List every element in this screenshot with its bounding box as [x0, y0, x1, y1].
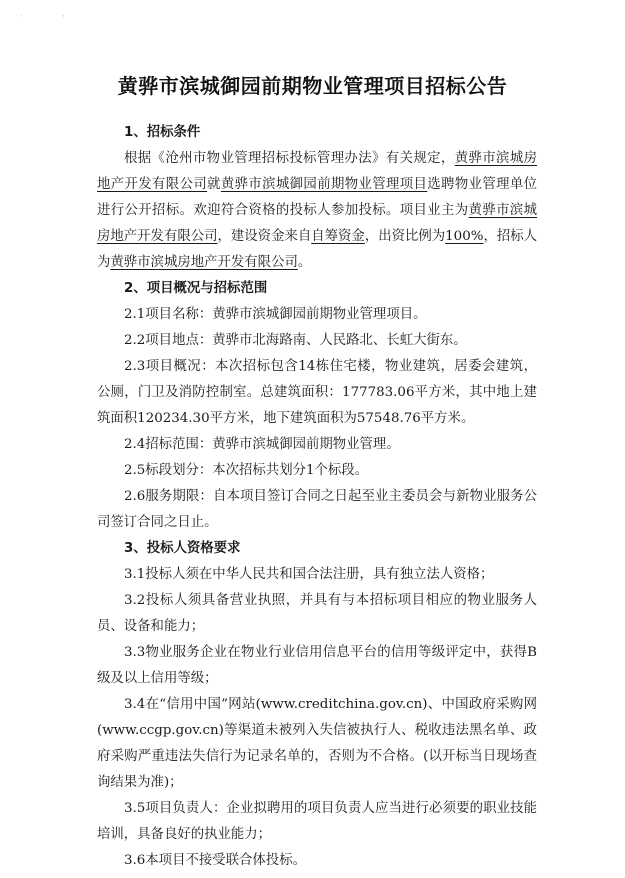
section-heading-conditions: 1、招标条件: [124, 125, 201, 140]
underlined-funding-ratio: 100%: [445, 229, 484, 244]
item-3-6: 3.6本项目不接受联合体投标。: [124, 853, 306, 868]
text-span: ，招标人为: [97, 229, 538, 270]
item-2-4: 2.4招标范围：黄骅市滨城御园前期物业管理。: [124, 437, 400, 452]
underlined-owner: 黄骅市滨城房地产开发有限公司: [97, 203, 537, 244]
item-3-5: 3.5项目负责人：企业拟聘用的项目负责人应当进行必须要的职业技能培训，具备良好的执业能力；: [97, 801, 537, 842]
item-3-1: 3.1投标人须在中华人民共和国合法注册，具有独立法人资格；: [124, 567, 494, 582]
item-2-5: 2.5标段划分：本次招标共划分1个标段。: [124, 463, 369, 478]
underlined-project-name: 黄骅市滨城御园前期物业管理项目: [220, 177, 428, 192]
text-span: 。: [297, 255, 312, 270]
text-span: ，出资比例为: [364, 229, 446, 244]
corner-mark-left: ·: [20, 12, 23, 22]
text-span: 根据《沧州市物业管理招标投标管理办法》有关规定，: [124, 151, 455, 166]
text-span: ，建设资金来自: [217, 229, 312, 244]
section-heading-qualifications: 3、投标人资格要求: [124, 541, 241, 556]
section-heading-overview: 2、项目概况与招标范围: [124, 281, 268, 296]
item-2-1: 2.1项目名称：黄骅市滨城御园前期物业管理项目。: [124, 307, 427, 322]
item-3-4: 3.4在“信用中国”网站(www.creditchina.gov.cn)、中国政府采购网(www.ccgp.gov.cn)等渠道未被列入失信被执行人、税收违法黑名单、政府采购严重违法失信行为记录名单的，否则为不合格。(以开标当日现场查询结果为准)；: [97, 697, 537, 790]
page-title: 黄骅市滨城御园前期物业管理项目招标公告: [117, 74, 508, 98]
item-3-3: 3.3物业服务企业在物业行业信用信息平台的信用等级评定中，获得B级及以上信用等级；: [97, 645, 537, 686]
text-span: 选聘物业管理单位进行公开招标。欢迎符合资格的投标人参加投标。项目业主为: [97, 177, 538, 218]
item-2-2: 2.2项目地点：黄骅市北海路南、人民路北、长虹大街东。: [124, 333, 467, 348]
underlined-funding-source: 自筹资金: [311, 229, 365, 244]
item-2-3: 2.3项目概况：本次招标包含14栋住宅楼，物业建筑，居委会建筑，公厕，门卫及消防控制室。总建筑面积：177783.06平方米，其中地上建筑面积120234.30平方米，地下建筑面积为57548.76平方米。: [97, 359, 537, 426]
underlined-tenderer-2: 黄骅市滨城房地产开发有限公司: [110, 255, 298, 270]
item-2-6: 2.6服务期限：自本项目签订合同之日起至业主委员会与新物业服务公司签订合同之日止。: [97, 489, 537, 530]
paragraph-conditions: [97, 146, 537, 276]
announcement-body: [97, 120, 537, 874]
underlined-tenderer: 黄骅市滨城房地产开发有限公司: [97, 151, 538, 192]
item-3-2: 3.2投标人须具备营业执照，并具有与本招标项目相应的物业服务人员、设备和能力；: [97, 593, 537, 634]
corner-mark-right: ·: [62, 12, 65, 22]
text-span: 就: [207, 177, 221, 192]
